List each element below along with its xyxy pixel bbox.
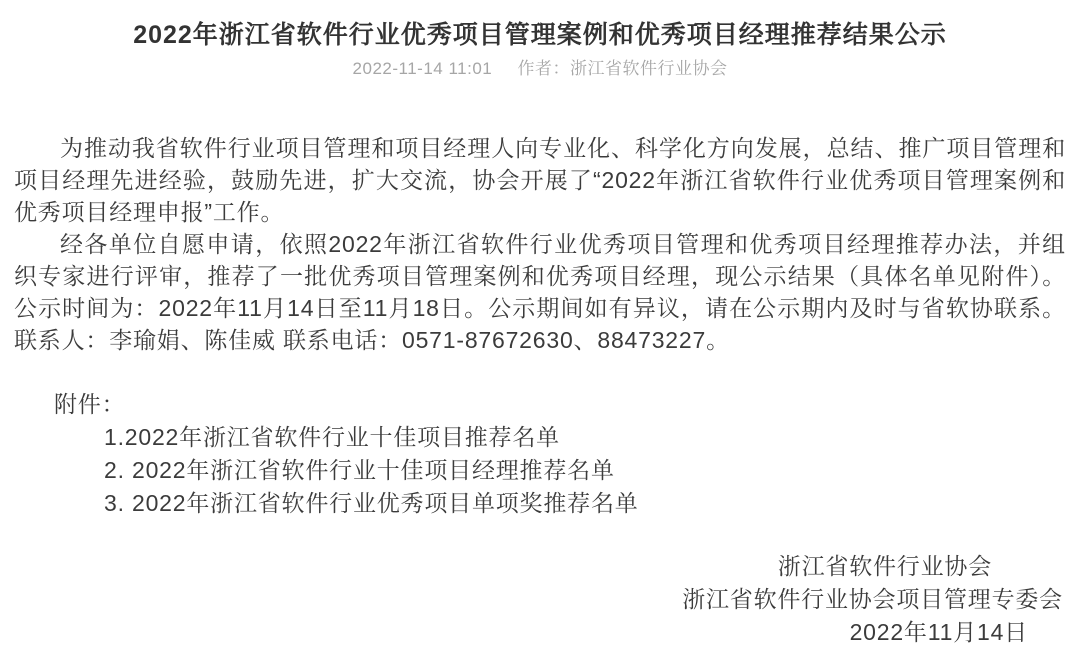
article-meta <box>14 58 1066 80</box>
attachments-section <box>14 388 1066 520</box>
announcement-article <box>0 20 1080 653</box>
signature-committee: 浙江省软件行业协会项目管理专委会 <box>682 586 1063 612</box>
attachments-label: 附件： <box>54 391 126 417</box>
signature-block <box>14 550 1066 649</box>
author-label: 作者：浙江省软件行业协会 <box>517 59 728 78</box>
page-title: 2022年浙江省软件行业优秀项目管理案例和优秀项目经理推荐结果公示 <box>133 21 947 49</box>
signature-date: 2022年11月14日 <box>849 619 1028 645</box>
attachment-item-3: 3. 2022年浙江省软件行业优秀项目单项奖推荐名单 <box>104 490 639 516</box>
article-body <box>14 132 1066 356</box>
signature-org: 浙江省软件行业协会 <box>777 553 992 579</box>
attachment-item-2: 2. 2022年浙江省软件行业十佳项目经理推荐名单 <box>104 457 615 483</box>
attachment-item-1: 1.2022年浙江省软件行业十佳项目推荐名单 <box>104 424 560 450</box>
body-paragraph-1: 为推动我省软件行业项目管理和项目经理人向专业化、科学化方向发展，总结、推广项目管理和项目经理先进经验，鼓励先进，扩大交流，协会开展了“2022年浙江省软件行业优秀项目管理案例和优秀项目经理申报”工作。 <box>14 135 1066 225</box>
body-paragraph-2: 经各单位自愿申请，依照2022年浙江省软件行业优秀项目管理和优秀项目经理推荐办法，并组织专家进行评审，推荐了一批优秀项目管理案例和优秀项目经理，现公示结果（具体名单见附件）。公示时间为：2022年11月14日至11月18日。公示期间如有异议，请在公示期内及时与省软协联系。 联系人：李瑜娟、陈佳威 联系电话：0571-87672630、88473227。 <box>14 231 1066 353</box>
publish-datetime: 2022-11-14 11:01 <box>352 59 493 78</box>
